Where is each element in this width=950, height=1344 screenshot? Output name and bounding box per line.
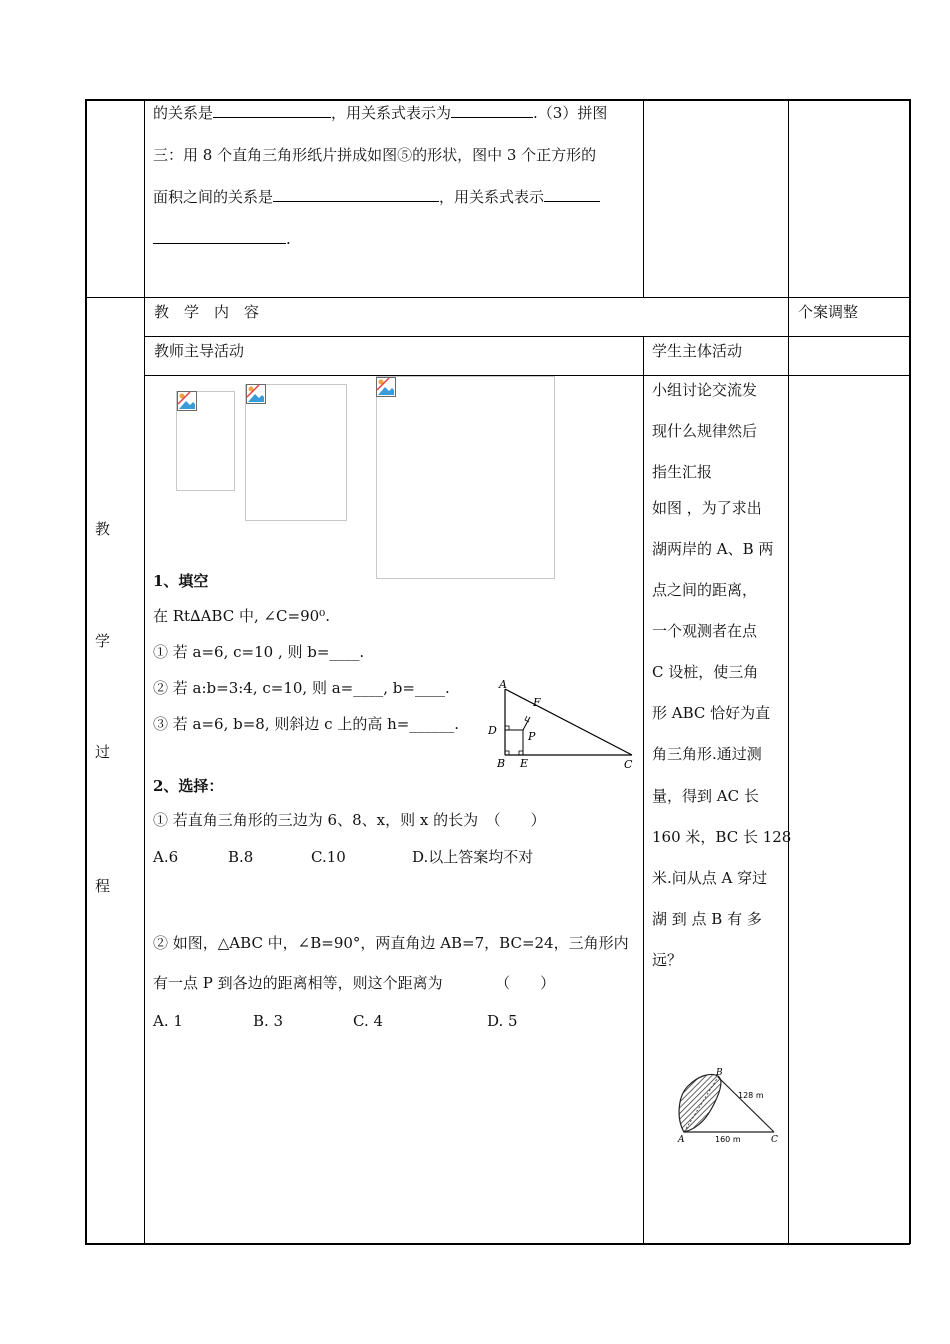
blank-1	[213, 103, 331, 118]
top-line-3	[153, 187, 600, 207]
student-line: C 设桩，使三角	[652, 663, 759, 681]
fill-q1: ① 若 a=6, c=10 , 则 b=____.	[153, 643, 365, 661]
label-E: E	[520, 757, 529, 770]
label-F: F	[533, 696, 541, 709]
lake-label-B: B	[716, 1068, 723, 1078]
label-C: C	[624, 758, 633, 771]
vertical-label-char: 程	[95, 877, 111, 895]
blank-5	[153, 229, 286, 244]
choice-q1-opt-b: B.8	[228, 848, 254, 866]
choice-q2-opt-d: D. 5	[487, 1012, 518, 1030]
lake-label-A: A	[678, 1135, 685, 1145]
choice-q1-opt-c: C.10	[311, 848, 346, 866]
top-text-4: .	[286, 230, 291, 248]
top-text-1b: ，用关系式表示为	[331, 104, 452, 122]
student-line: 湖两岸的 A、B 两	[652, 540, 774, 558]
row-divider-2	[144, 336, 910, 337]
fill-intro: 在 Rt∆ABC 中, ∠C=90⁰.	[153, 607, 330, 625]
blank-4	[544, 187, 600, 202]
choice-title: 2、选择：	[153, 777, 224, 795]
label-D: D	[488, 724, 497, 737]
image-placeholder-3	[376, 376, 555, 579]
student-line: 角三角形.通过测	[652, 745, 762, 763]
top-text-1c: .（3）拼图	[533, 104, 608, 122]
image-placeholder-2	[245, 384, 347, 521]
triangle-figure	[484, 676, 636, 771]
blank-2	[451, 103, 533, 118]
choice-q1-opt-d: D.以上答案均不对	[412, 848, 534, 866]
fill-q3: ③ 若 a=6, b=8, 则斜边 c 上的高 h=______.	[153, 715, 460, 733]
row-divider-1	[85, 297, 910, 298]
student-line: 量，得到 AC 长	[652, 787, 759, 805]
student-line: 湖 到 点 B 有 多	[652, 910, 762, 928]
fill-title: 1、填空	[153, 572, 209, 590]
label-A: A	[499, 678, 507, 691]
blank-3	[273, 187, 439, 202]
col-divider-3	[788, 99, 789, 1244]
top-line-4	[153, 229, 291, 249]
choice-q2-opt-b: B. 3	[253, 1012, 284, 1030]
top-line-2: 三：用 8 个直角三角形纸片拼成如图⑤的形状，图中 3 个正方形的	[153, 146, 597, 164]
vertical-label-char: 教	[95, 520, 111, 538]
header-adjust: 个案调整	[798, 303, 859, 321]
student-line: 远？	[652, 951, 683, 969]
header-student: 学生主体活动	[652, 342, 743, 360]
top-text-3b: ，用关系式表示	[439, 188, 545, 206]
label-P: P	[528, 730, 536, 743]
label-B: B	[497, 757, 506, 770]
student-line: 指生汇报	[652, 463, 713, 481]
student-line: 如图 ，为了求出	[652, 499, 762, 517]
header-teacher: 教师主导活动	[154, 342, 245, 360]
broken-image-icon	[376, 377, 396, 397]
table-left-border	[85, 99, 87, 1244]
top-text-1a: 的关系是	[153, 104, 214, 122]
student-line: 形 ABC 恰好为直	[652, 704, 771, 722]
table-bottom-border	[85, 1243, 910, 1245]
lake-label-C: C	[771, 1135, 778, 1145]
col-divider-2-bottom	[643, 336, 644, 1244]
table-right-border	[909, 99, 911, 1244]
student-line: 小组讨论交流发	[652, 381, 758, 399]
choice-q1-opt-a: A.6	[153, 848, 179, 866]
student-line: 米.问从点 A 穿过	[652, 869, 768, 887]
broken-image-icon	[177, 391, 197, 411]
vertical-label-char: 过	[95, 743, 111, 761]
top-line-1	[153, 103, 607, 123]
student-line: 点之间的距离，	[652, 581, 758, 599]
header-content: 教 学 内 容	[154, 303, 260, 321]
student-line: 一个观测者在点	[652, 622, 758, 640]
choice-q1: ① 若直角三角形的三边为 6、8、x，则 x 的长为 （ ）	[153, 811, 546, 829]
student-line: 160 米，BC 长 128	[652, 828, 792, 846]
vertical-label-char: 学	[95, 632, 111, 650]
choice-q2-line1: ② 如图，△ABC 中，∠B=90°，两直角边 AB=7，BC=24，三角形内	[153, 934, 629, 952]
lake-figure	[670, 1066, 782, 1146]
student-line: 现什么规律然后	[652, 422, 758, 440]
lake-label-ac: 160 m	[715, 1135, 741, 1144]
broken-image-icon	[246, 384, 266, 404]
col-divider-1	[144, 99, 145, 1244]
fill-q2: ② 若 a:b=3:4, c=10, 则 a=____, b=____.	[153, 679, 450, 697]
choice-q2-opt-c: C. 4	[353, 1012, 384, 1030]
choice-q2-opt-a: A. 1	[153, 1012, 183, 1030]
lake-label-bc: 128 m	[738, 1091, 764, 1100]
top-text-3a: 面积之间的关系是	[153, 188, 274, 206]
choice-q2-line2: 有一点 P 到各边的距离相等，则这个距离为 （ ）	[153, 974, 556, 992]
table-top-border	[85, 99, 910, 101]
col-divider-2-top	[643, 99, 644, 297]
